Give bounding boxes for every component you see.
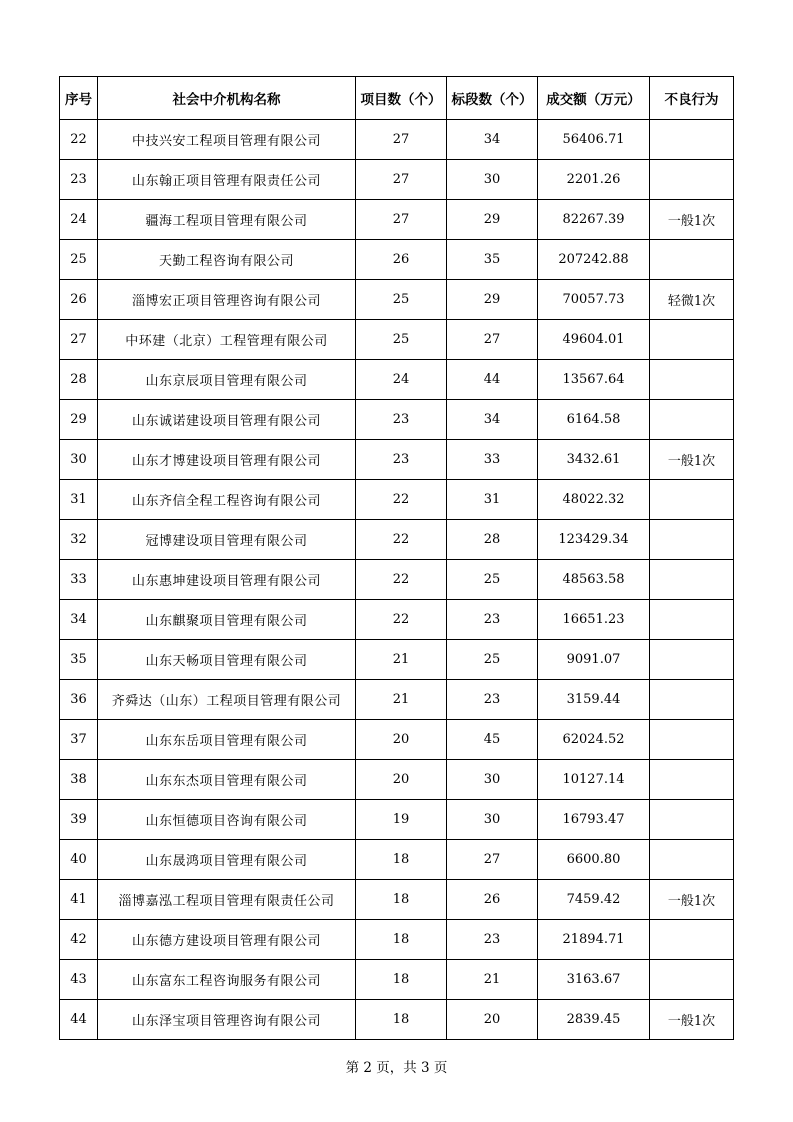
cell-project-count: 25 — [356, 280, 447, 320]
cell-bad-conduct — [650, 720, 734, 760]
cell-row-index: 22 — [60, 120, 98, 160]
cell-bad-conduct — [650, 600, 734, 640]
cell-deal-amount: 7459.42 — [538, 880, 650, 920]
cell-agency-name: 山东东岳项目管理有限公司 — [98, 720, 356, 760]
cell-project-count: 18 — [356, 920, 447, 960]
cell-project-count: 26 — [356, 240, 447, 280]
cell-bad-conduct — [650, 520, 734, 560]
cell-deal-amount: 48022.32 — [538, 480, 650, 520]
cell-deal-amount: 9091.07 — [538, 640, 650, 680]
table-header-row — [60, 77, 734, 120]
cell-project-count: 25 — [356, 320, 447, 360]
table-row — [60, 480, 734, 520]
cell-section-count: 20 — [447, 1000, 538, 1040]
cell-section-count: 30 — [447, 800, 538, 840]
cell-agency-name: 齐舜达（山东）工程项目管理有限公司 — [98, 680, 356, 720]
header-project-count: 项目数（个） — [356, 77, 447, 120]
cell-section-count: 25 — [447, 560, 538, 600]
cell-row-index: 26 — [60, 280, 98, 320]
cell-project-count: 18 — [356, 880, 447, 920]
cell-agency-name: 山东德方建设项目管理有限公司 — [98, 920, 356, 960]
cell-section-count: 35 — [447, 240, 538, 280]
cell-bad-conduct — [650, 960, 734, 1000]
table-body — [60, 120, 734, 1040]
header-section-count: 标段数（个） — [447, 77, 538, 120]
table-row — [60, 880, 734, 920]
cell-bad-conduct: 一般1次 — [650, 200, 734, 240]
cell-agency-name: 山东晟鸿项目管理有限公司 — [98, 840, 356, 880]
cell-section-count: 30 — [447, 160, 538, 200]
cell-deal-amount: 16793.47 — [538, 800, 650, 840]
cell-row-index: 23 — [60, 160, 98, 200]
header-index: 序号 — [60, 77, 98, 120]
cell-project-count: 24 — [356, 360, 447, 400]
cell-row-index: 24 — [60, 200, 98, 240]
cell-agency-name: 天勤工程咨询有限公司 — [98, 240, 356, 280]
cell-deal-amount: 3159.44 — [538, 680, 650, 720]
cell-row-index: 41 — [60, 880, 98, 920]
cell-bad-conduct — [650, 640, 734, 680]
cell-bad-conduct — [650, 320, 734, 360]
table-row — [60, 120, 734, 160]
table-row — [60, 640, 734, 680]
cell-deal-amount: 10127.14 — [538, 760, 650, 800]
cell-bad-conduct — [650, 240, 734, 280]
cell-deal-amount: 123429.34 — [538, 520, 650, 560]
cell-section-count: 25 — [447, 640, 538, 680]
cell-project-count: 18 — [356, 1000, 447, 1040]
cell-agency-name: 淄博嘉泓工程项目管理有限责任公司 — [98, 880, 356, 920]
cell-bad-conduct: 一般1次 — [650, 440, 734, 480]
table-row — [60, 520, 734, 560]
cell-section-count: 34 — [447, 120, 538, 160]
cell-agency-name: 山东泽宝项目管理咨询有限公司 — [98, 1000, 356, 1040]
cell-project-count: 21 — [356, 640, 447, 680]
header-deal-amount: 成交额（万元） — [538, 77, 650, 120]
cell-row-index: 42 — [60, 920, 98, 960]
page-footer: 第 2 页，共 3 页 — [345, 1060, 448, 1076]
cell-deal-amount: 49604.01 — [538, 320, 650, 360]
cell-row-index: 28 — [60, 360, 98, 400]
cell-agency-name: 山东惠坤建设项目管理有限公司 — [98, 560, 356, 600]
cell-project-count: 23 — [356, 400, 447, 440]
table-row — [60, 240, 734, 280]
cell-agency-name: 中环建（北京）工程管理有限公司 — [98, 320, 356, 360]
cell-row-index: 27 — [60, 320, 98, 360]
header-agency-name: 社会中介机构名称 — [98, 77, 356, 120]
cell-project-count: 18 — [356, 840, 447, 880]
cell-project-count: 22 — [356, 520, 447, 560]
cell-row-index: 35 — [60, 640, 98, 680]
cell-bad-conduct — [650, 680, 734, 720]
cell-section-count: 45 — [447, 720, 538, 760]
cell-agency-name: 中技兴安工程项目管理有限公司 — [98, 120, 356, 160]
cell-section-count: 44 — [447, 360, 538, 400]
table-row — [60, 440, 734, 480]
table-row — [60, 360, 734, 400]
table-row — [60, 280, 734, 320]
cell-deal-amount: 16651.23 — [538, 600, 650, 640]
cell-deal-amount: 2201.26 — [538, 160, 650, 200]
cell-bad-conduct — [650, 760, 734, 800]
cell-row-index: 38 — [60, 760, 98, 800]
cell-project-count: 18 — [356, 960, 447, 1000]
table-row — [60, 680, 734, 720]
table-row — [60, 920, 734, 960]
cell-bad-conduct — [650, 800, 734, 840]
cell-agency-name: 山东京辰项目管理有限公司 — [98, 360, 356, 400]
cell-agency-name: 山东天畅项目管理有限公司 — [98, 640, 356, 680]
cell-deal-amount: 6600.80 — [538, 840, 650, 880]
cell-deal-amount: 2839.45 — [538, 1000, 650, 1040]
cell-agency-name: 山东齐信全程工程咨询有限公司 — [98, 480, 356, 520]
cell-agency-name: 淄博宏正项目管理咨询有限公司 — [98, 280, 356, 320]
table-row — [60, 760, 734, 800]
cell-project-count: 23 — [356, 440, 447, 480]
cell-bad-conduct — [650, 920, 734, 960]
cell-deal-amount: 70057.73 — [538, 280, 650, 320]
cell-section-count: 26 — [447, 880, 538, 920]
cell-agency-name: 山东翰正项目管理有限责任公司 — [98, 160, 356, 200]
cell-agency-name: 山东才博建设项目管理有限公司 — [98, 440, 356, 480]
cell-section-count: 23 — [447, 920, 538, 960]
cell-row-index: 37 — [60, 720, 98, 760]
cell-row-index: 33 — [60, 560, 98, 600]
cell-row-index: 36 — [60, 680, 98, 720]
cell-deal-amount: 207242.88 — [538, 240, 650, 280]
cell-deal-amount: 62024.52 — [538, 720, 650, 760]
cell-project-count: 22 — [356, 560, 447, 600]
cell-project-count: 27 — [356, 160, 447, 200]
cell-project-count: 27 — [356, 120, 447, 160]
cell-section-count: 31 — [447, 480, 538, 520]
agency-table — [59, 76, 734, 1040]
table-row — [60, 840, 734, 880]
cell-section-count: 33 — [447, 440, 538, 480]
table-row — [60, 960, 734, 1000]
cell-section-count: 27 — [447, 840, 538, 880]
cell-row-index: 30 — [60, 440, 98, 480]
cell-bad-conduct — [650, 160, 734, 200]
cell-bad-conduct — [650, 480, 734, 520]
cell-project-count: 22 — [356, 600, 447, 640]
cell-project-count: 21 — [356, 680, 447, 720]
cell-deal-amount: 56406.71 — [538, 120, 650, 160]
cell-row-index: 25 — [60, 240, 98, 280]
cell-deal-amount: 48563.58 — [538, 560, 650, 600]
cell-deal-amount: 6164.58 — [538, 400, 650, 440]
cell-bad-conduct: 一般1次 — [650, 1000, 734, 1040]
cell-agency-name: 山东麒聚项目管理有限公司 — [98, 600, 356, 640]
cell-row-index: 40 — [60, 840, 98, 880]
cell-bad-conduct — [650, 560, 734, 600]
header-bad-conduct: 不良行为 — [650, 77, 734, 120]
cell-deal-amount: 21894.71 — [538, 920, 650, 960]
table-row — [60, 800, 734, 840]
cell-row-index: 44 — [60, 1000, 98, 1040]
table-row — [60, 1000, 734, 1040]
cell-section-count: 28 — [447, 520, 538, 560]
cell-project-count: 20 — [356, 760, 447, 800]
cell-section-count: 21 — [447, 960, 538, 1000]
cell-deal-amount: 3432.61 — [538, 440, 650, 480]
cell-project-count: 22 — [356, 480, 447, 520]
cell-project-count: 20 — [356, 720, 447, 760]
cell-agency-name: 山东富东工程咨询服务有限公司 — [98, 960, 356, 1000]
cell-section-count: 34 — [447, 400, 538, 440]
cell-section-count: 29 — [447, 280, 538, 320]
table-row — [60, 400, 734, 440]
cell-agency-name: 山东东杰项目管理有限公司 — [98, 760, 356, 800]
table-row — [60, 720, 734, 760]
table-row — [60, 560, 734, 600]
table-row — [60, 600, 734, 640]
cell-agency-name: 疆海工程项目管理有限公司 — [98, 200, 356, 240]
cell-row-index: 31 — [60, 480, 98, 520]
cell-bad-conduct — [650, 400, 734, 440]
cell-row-index: 43 — [60, 960, 98, 1000]
cell-bad-conduct: 一般1次 — [650, 880, 734, 920]
cell-agency-name: 山东诚诺建设项目管理有限公司 — [98, 400, 356, 440]
cell-agency-name: 山东恒德项目咨询有限公司 — [98, 800, 356, 840]
cell-row-index: 29 — [60, 400, 98, 440]
cell-agency-name: 冠博建设项目管理有限公司 — [98, 520, 356, 560]
cell-section-count: 29 — [447, 200, 538, 240]
cell-section-count: 30 — [447, 760, 538, 800]
cell-section-count: 23 — [447, 600, 538, 640]
cell-row-index: 39 — [60, 800, 98, 840]
table-row — [60, 320, 734, 360]
cell-section-count: 27 — [447, 320, 538, 360]
cell-deal-amount: 82267.39 — [538, 200, 650, 240]
table-row — [60, 160, 734, 200]
table-row — [60, 200, 734, 240]
cell-section-count: 23 — [447, 680, 538, 720]
cell-project-count: 27 — [356, 200, 447, 240]
cell-deal-amount: 3163.67 — [538, 960, 650, 1000]
cell-bad-conduct — [650, 120, 734, 160]
cell-project-count: 19 — [356, 800, 447, 840]
cell-bad-conduct: 轻微1次 — [650, 280, 734, 320]
cell-deal-amount: 13567.64 — [538, 360, 650, 400]
cell-bad-conduct — [650, 840, 734, 880]
cell-bad-conduct — [650, 360, 734, 400]
cell-row-index: 34 — [60, 600, 98, 640]
cell-row-index: 32 — [60, 520, 98, 560]
